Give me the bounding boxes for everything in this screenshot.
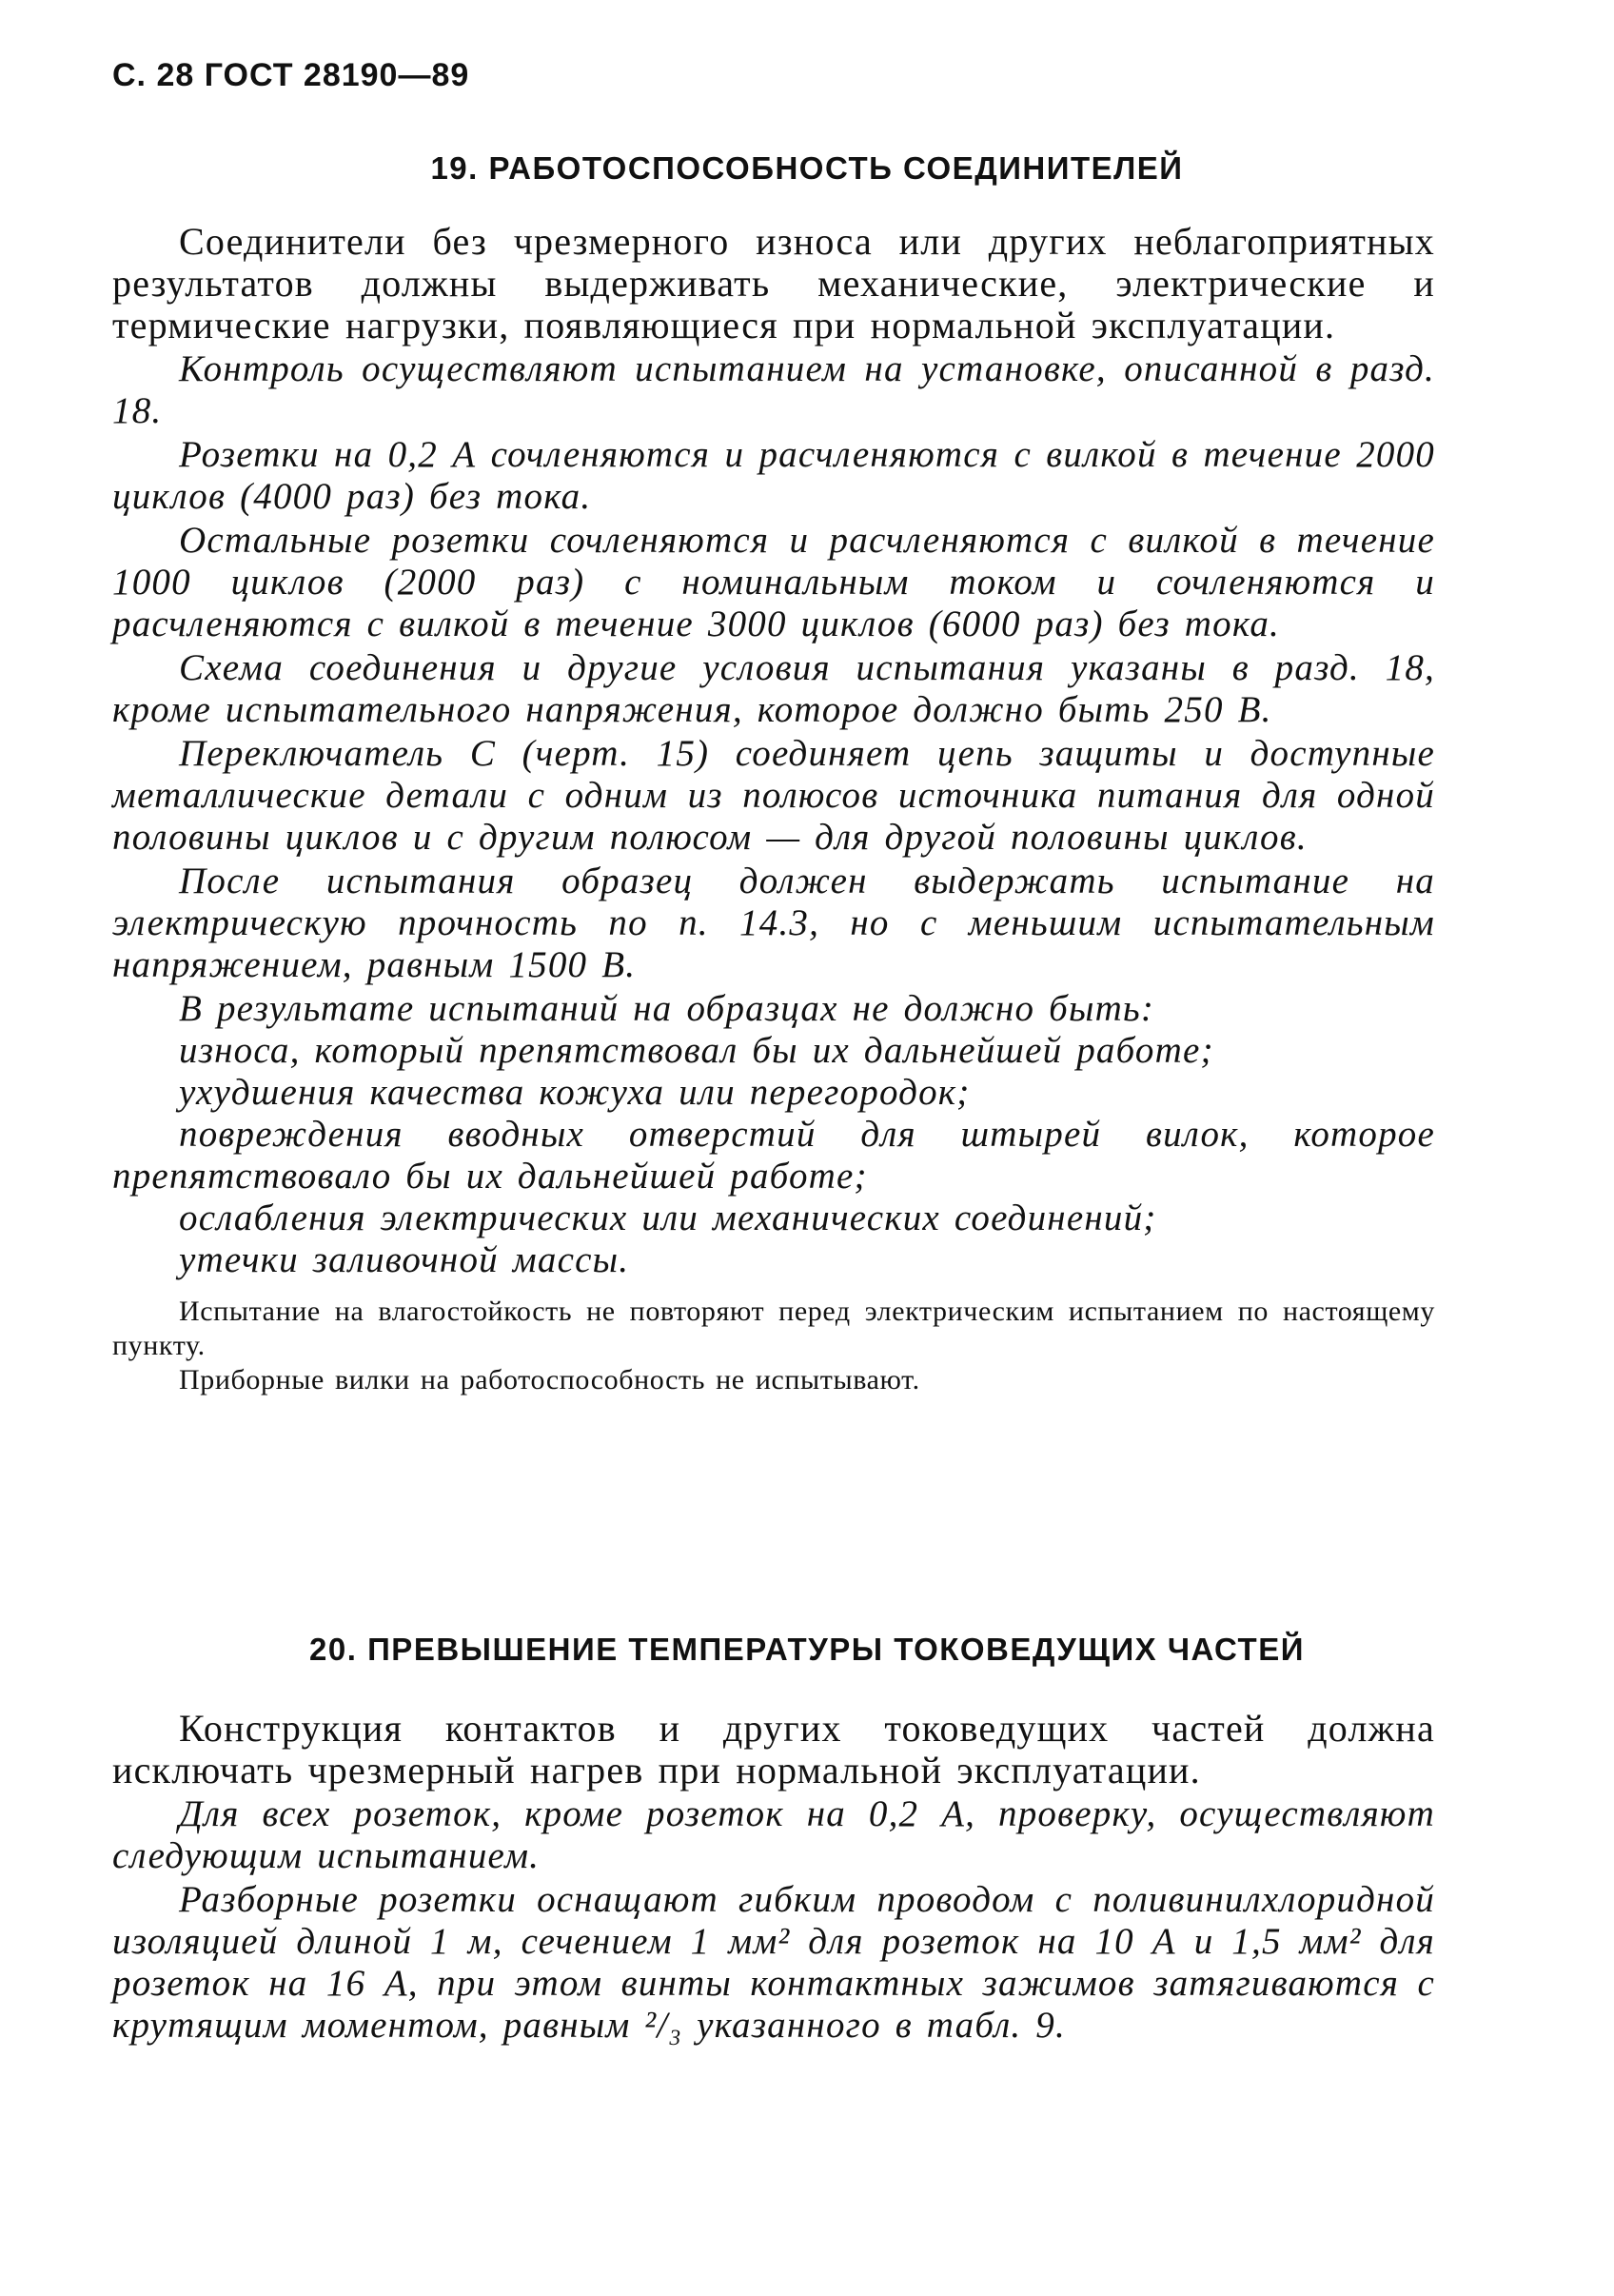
list-item: утечки заливочной массы. [179,1239,630,1280]
list-item: ослабления электрических или механических соединений; [179,1197,1157,1238]
section-20-title: 20. ПРЕВЫШЕНИЕ ТЕМПЕРАТУРЫ ТОКОВЕДУЩИХ ЧАСТЕЙ [309,1632,1305,1667]
section-19-title: 19. РАБОТОСПОСОБНОСТЬ СОЕДИНИТЕЛЕЙ [430,150,1184,186]
section-19-paragraph-2: Контроль осуществляют испытанием на установке, описанной в разд. 18. [112,348,1435,431]
page-header: С. 28 ГОСТ 28190—89 [112,57,470,93]
section-19-body [112,221,1435,1397]
section-20-paragraph-3: Разборные розетки оснащают гибким проводом с поливинилхлоридной изоляцией длиной 1 м, сечением 1 мм² для розеток на 10 А и 1,5 мм² для розеток на 16 А, при этом винты контактных зажимов затягиваются с крутящим моментом, равным ²/₃ указанного в табл. 9. [112,1879,1435,2046]
section-19-paragraph-7: После испытания образец должен выдержать испытание на электрическую прочность по п. 14.3, но с меньшим испытательным напряжением, равным 1500 В. [112,861,1435,985]
note-paragraph: Приборные вилки на работоспособность не испытывают. [179,1364,920,1395]
note-paragraph: Испытание на влагостойкость не повторяют перед электрическим испытанием по настоящему пункту. [112,1296,1435,1361]
list-item: износа, который препятствовал бы их дальнейшей работе; [179,1030,1214,1071]
section-19-paragraph-4: Остальные розетки сочленяются и расчленяются с вилкой в течение 1000 циклов (2000 раз) с номинальным током и сочленяются и расчленяются с вилкой в течение 3000 циклов (6000 раз) без тока. [112,520,1435,644]
section-19-paragraph-6: Переключатель С (черт. 15) соединяет цепь защиты и доступные металлические детали с одним из полюсов источника питания для одной половины циклов и с другим полюсом — для другой половины циклов. [112,733,1435,858]
section-20-body [112,1708,1435,2047]
section-19-paragraph-3: Розетки на 0,2 А сочленяются и расчленяются с вилкой в течение 2000 циклов (4000 раз) без тока. [112,434,1435,517]
section-19-paragraph-5: Схема соединения и другие условия испытания указаны в разд. 18, кроме испытательного напряжения, которое должно быть 250 В. [112,647,1435,730]
list-item: повреждения вводных отверстий для штырей вилок, которое препятствовало бы их дальнейшей работе; [112,1114,1435,1197]
list-item: ухудшения качества кожуха или перегородок; [179,1072,971,1113]
section-19-paragraph-1: Соединители без чрезмерного износа или других неблагоприятных результатов должны выдерживать механические, электрические и термические нагрузки, появляющиеся при нормальной эксплуатации. [112,220,1435,346]
section-20-paragraph-1: Конструкция контактов и других токоведущих частей должна исключать чрезмерный нагрев при нормальной эксплуатации. [112,1707,1435,1791]
section-20-paragraph-2: Для всех розеток, кроме розеток на 0,2 А, проверку, осуществляют следующим испытанием. [112,1793,1435,1876]
section-19-paragraph-8: В результате испытаний на образцах не должно быть: [179,988,1155,1029]
